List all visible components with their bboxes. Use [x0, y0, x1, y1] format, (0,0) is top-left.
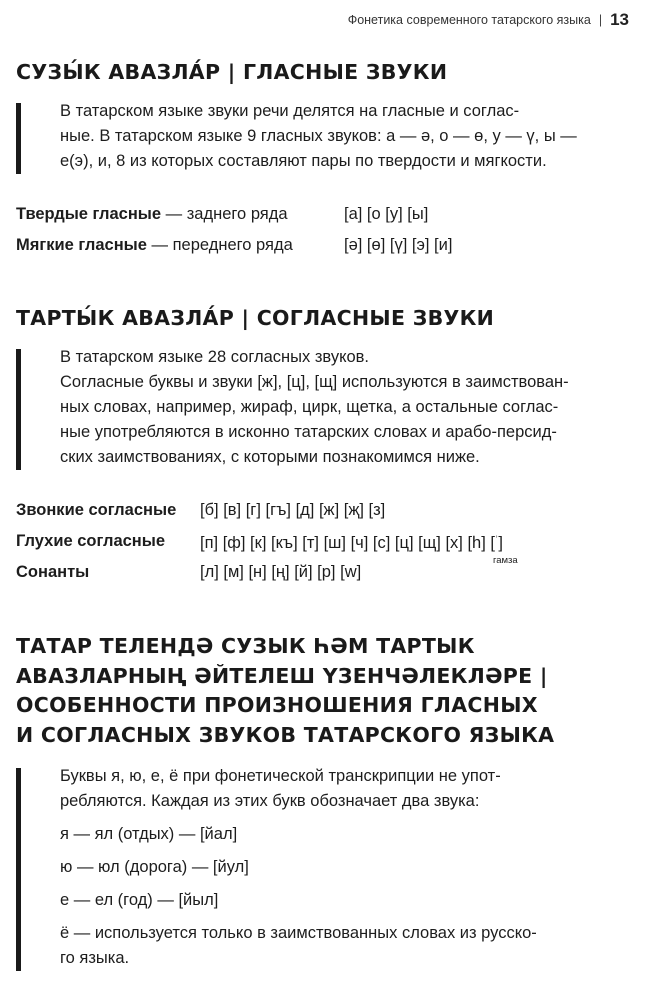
quote-bar: [16, 103, 21, 174]
soft-vowels-term: Мягкие гласные: [16, 236, 147, 254]
soft-vowels-desc: — переднего ряда: [146, 236, 293, 254]
header-separator: |: [598, 13, 603, 27]
voiced-consonants-term: Звонкие согласные: [16, 501, 177, 519]
voiced-consonants-row: [16, 497, 386, 523]
example-ya: я — ял (отдых) — [йал]: [60, 825, 238, 843]
consonants-intro-text: В татарском языке 28 согласных звуков. Согласные буквы и звуки [ж], [ц], [щ] используются в заимствован- ных словах, например, жираф, цирк, щетка, а остальные соглас- ные употребляются в исконно татарских словах и арабо-персид- ских заимствованиях, с которыми познакомимся ниже.: [60, 348, 569, 466]
hamza-note: гамза: [493, 555, 518, 566]
section-heading-vowels: СУЗЫ́К АВАЗЛА́Р | ГЛАСНЫЕ ЗВУКИ: [16, 60, 448, 84]
hard-vowels-row: [16, 201, 429, 227]
voiceless-consonants-row: [16, 528, 503, 554]
soft-vowels-row: [16, 232, 453, 258]
hard-vowels-sounds: [а] [о [у] [ы]: [344, 205, 429, 223]
voiceless-consonants-term: Глухие согласные: [16, 532, 166, 550]
quote-bar: [16, 768, 21, 971]
running-header: [348, 10, 629, 30]
sonorants-row: [16, 559, 362, 585]
hard-vowels-desc: — заднего ряда: [161, 205, 288, 223]
pronunciation-block: [16, 764, 628, 971]
example-yu: ю — юл (дорога) — [йул]: [60, 858, 249, 876]
section-heading-consonants: ТАРТЫ́К АВАЗЛА́Р | СОГЛАСНЫЕ ЗВУКИ: [16, 306, 495, 330]
vowels-intro-block: [16, 99, 628, 174]
section-heading-pronunciation: ТАТАР ТЕЛЕНДӘ СУЗЫК ҺӘМ ТАРТЫК АВАЗЛАРНЫҢ ӘЙТЕЛЕШ ҮЗЕНЧӘЛЕКЛӘРЕ | ОСОБЕННОСТИ ПРОИЗНОШЕНИЯ ГЛАСНЫХ И СОГЛАСНЫХ ЗВУКОВ ТАТАРСКОГО ЯЗЫКА: [16, 634, 555, 747]
pronunciation-yo-text: ё — используется только в заимствованных словах из русско- го языка.: [60, 924, 537, 967]
example-ye: е — ел (год) — [йыл]: [60, 891, 219, 909]
running-title: Фонетика современного татарского языка: [347, 13, 591, 27]
hamza-mark: ʾ: [494, 535, 499, 546]
pronunciation-examples: [60, 822, 628, 913]
page-number: 13: [610, 10, 629, 29]
vowels-intro-text: В татарском языке звуки речи делятся на гласные и соглас- ные. В татарском языке 9 гласных звуков: а — ә, о — ө, у — ү, ы — е(э), и, 8 из которых составляют пары по твердости и мягкости.: [60, 102, 577, 170]
quote-bar: [16, 349, 21, 470]
sonorants-term: Сонанты: [16, 563, 90, 581]
pronunciation-intro-text: Буквы я, ю, е, ё при фонетической транскрипции не упот- ребляются. Каждая из этих букв обозначает два звука:: [60, 767, 501, 810]
soft-vowels-sounds: [ә] [ө] [ү] [э] [и]: [344, 236, 453, 254]
hard-vowels-term: Твердые гласные: [16, 205, 162, 223]
voiceless-consonants-sounds: [п] [ф] [к] [къ] [т] [ш] [ч] [с] [ц] [щ] [х] [һ] [$^ʾ$]: [200, 534, 503, 552]
sonorants-sounds: [л] [м] [н] [ң] [й] [р] [w]: [200, 563, 362, 581]
consonants-intro-block: [16, 345, 628, 470]
voiced-consonants-sounds: [б] [в] [г] [гъ] [д] [ж] [җ] [з]: [200, 501, 386, 519]
